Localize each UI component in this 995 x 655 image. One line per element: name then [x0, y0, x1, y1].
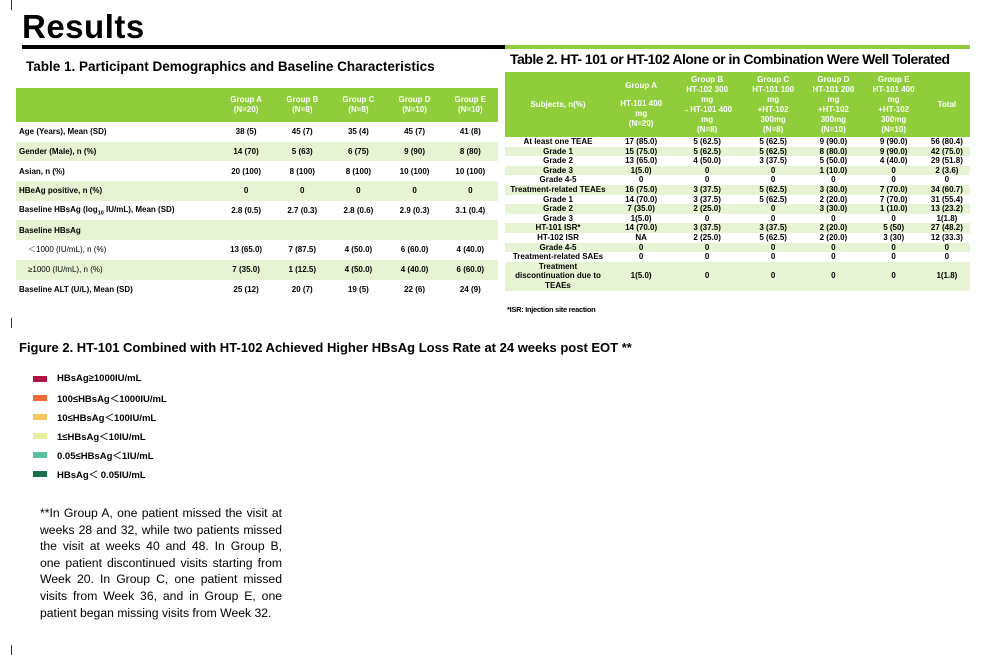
table-cell: 0 [704, 213, 710, 223]
table-cell: 0 [831, 175, 836, 185]
row-label: Grade 3 [505, 166, 611, 176]
table-cell: 0 [704, 175, 710, 185]
legend-label: 1≤HBsAg＜10IU/mL [57, 431, 146, 443]
table-cell: 5 (62.5) [759, 137, 787, 146]
table-cell: 3 (37.5) [743, 223, 803, 233]
legend-swatch [33, 452, 47, 458]
table-cell: 4 (40.0) [456, 245, 485, 255]
table-cell: 1 (10.0) [803, 166, 863, 176]
group-n: (N=10) [402, 105, 427, 114]
legend-item [33, 464, 167, 483]
table-cell: 35 (4) [347, 127, 369, 137]
table-cell: 12 (33.3) [930, 232, 963, 242]
table-cell: 9 (90.0) [879, 137, 908, 146]
table-cell: 0 [671, 243, 743, 253]
row-label: HT-102 ISR [537, 232, 579, 242]
table-cell: 2.9 (0.3) [399, 206, 430, 216]
table-cell: 2 (20.0) [803, 223, 863, 233]
table1-header-group [386, 88, 442, 122]
legend-item [33, 388, 167, 407]
header-line: Group B [691, 74, 724, 84]
table-cell: 42 (75.0) [924, 147, 970, 157]
table-cell [330, 220, 386, 240]
legend-swatch [33, 471, 47, 477]
table-cell: 15 (75.0) [611, 147, 671, 157]
table-cell [218, 220, 274, 240]
table-cell: 17 (85.0) [625, 137, 658, 146]
header-line: →HT-101 400 [682, 104, 733, 114]
legend-item [33, 445, 167, 464]
table-cell: 0 [638, 175, 644, 185]
table-row [16, 142, 498, 162]
row-label: ≥1000 (IU/mL), n (%) [16, 260, 218, 280]
table-cell: 31 (55.4) [930, 194, 963, 204]
table-cell: 4 (50.0) [693, 156, 721, 166]
row-label: Grade 4-5 [505, 243, 611, 253]
table-cell: 0 [864, 262, 924, 291]
table-cell: 1 (10.0) [864, 204, 924, 214]
table-cell: 8 (80) [443, 142, 498, 162]
table-cell: 0 [671, 262, 743, 291]
table-cell: 1 (12.5) [274, 260, 330, 280]
row-label: ＜1000 (IU/mL), n (%) [28, 245, 107, 255]
header-line: +HT-102 [757, 104, 789, 114]
table1-header-group [443, 88, 498, 122]
table-cell: 0 [638, 252, 644, 262]
margin-mark [11, 318, 12, 328]
table-cell: 0 [864, 166, 924, 176]
table-cell [386, 220, 442, 240]
table-cell: 0 [803, 243, 863, 253]
header-line: Group A [625, 80, 657, 90]
table-row [505, 137, 970, 147]
table-cell: 6 (60.0) [400, 245, 429, 255]
header-line: (N=10) [821, 124, 846, 134]
table2-header-group [803, 72, 863, 137]
table-cell: 0 [831, 252, 836, 262]
label-line: TEAEs [545, 280, 571, 290]
table-cell: 0 [218, 181, 274, 201]
table-cell: 56 (80.4) [930, 137, 963, 146]
header-line: Group C [757, 74, 790, 84]
legend-label: HBsAg≥1000IU/mL [57, 373, 142, 384]
table-cell: 0 [743, 166, 803, 176]
table-cell: 5 (63) [274, 142, 330, 162]
group-name: Group C [342, 95, 375, 104]
heading-rule-accent [505, 45, 970, 49]
table-cell: 5 (50) [864, 223, 924, 233]
header-line: (N=8) [763, 124, 784, 134]
header-line: HT-102 300 [686, 84, 729, 94]
row-label: Grade 4-5 [539, 175, 577, 185]
table-cell: 0 [274, 181, 330, 201]
group-name: Group B [286, 95, 319, 104]
table-cell: 10 (100) [455, 166, 486, 176]
row-label: Age (Years), Mean (SD) [19, 127, 107, 137]
header-line: HT-101 100 [752, 84, 795, 94]
table-cell: 0 [944, 175, 950, 185]
table-cell: 3 (37.5) [693, 194, 721, 204]
table-cell: 2.8 (0.6) [343, 206, 374, 216]
table-cell: 7 (35.0) [218, 260, 274, 280]
table-cell: 0 [611, 243, 671, 253]
table-row [16, 201, 498, 221]
results-heading: Results [22, 8, 145, 45]
table-cell: NA [635, 232, 647, 242]
header-line: HT-101 400 [872, 84, 915, 94]
legend-swatch [33, 433, 47, 439]
table-cell: 0 [924, 243, 970, 253]
table-cell: 0 [770, 252, 776, 262]
table-cell: 14 (70.0) [625, 194, 658, 204]
table-row [505, 195, 970, 205]
table-row [505, 223, 970, 233]
legend-swatch [33, 395, 47, 401]
table-cell [443, 220, 498, 240]
row-label: At least one TEAE [523, 137, 593, 146]
row-label [505, 262, 611, 291]
table-row [505, 185, 970, 195]
legend-label: 100≤HBsAg＜1000IU/mL [57, 393, 167, 405]
table-row [16, 161, 498, 181]
group-n: (N=20) [233, 105, 259, 114]
label-part: Baseline HBsAg (log [19, 204, 98, 214]
legend-swatch [33, 414, 47, 420]
table-cell: 3.1 (0.4) [455, 206, 486, 216]
table-row [505, 233, 970, 243]
table2-header-group [671, 72, 743, 137]
table-cell: 5 (50.0) [819, 156, 848, 166]
table2-header-group [924, 72, 970, 137]
table-row [505, 175, 970, 185]
row-label: Gender (Male), n (%) [16, 142, 218, 162]
table-row [505, 214, 970, 224]
header-line: mg [701, 94, 714, 104]
row-label: HBeAg positive, n (%) [16, 181, 218, 201]
header-line [611, 91, 671, 99]
label-line: discontinuation due to [515, 271, 601, 281]
table-cell: 13 (65.0) [230, 245, 263, 255]
legend-item [33, 369, 167, 388]
table-row [16, 260, 498, 280]
table-cell: 0 [704, 252, 710, 262]
table-cell: 16 (75.0) [611, 185, 671, 195]
table-row [505, 156, 970, 166]
header-line: (N=8) [697, 124, 718, 134]
table-cell: 4 (50.0) [330, 260, 386, 280]
header-line: 300mg [880, 114, 907, 124]
table-cell: 2.7 (0.3) [287, 206, 318, 216]
header-line: Group D [817, 74, 850, 84]
table-cell: 7 (35.0) [611, 204, 671, 214]
table-cell: 4 (40.0) [386, 260, 442, 280]
header-line: Total [937, 99, 957, 109]
table-cell: 0 [891, 252, 896, 262]
table-cell [274, 220, 330, 240]
table-cell: 0 [443, 181, 498, 201]
table1-header-group [330, 88, 386, 122]
table-cell: 29 (51.8) [930, 156, 963, 166]
row-label [16, 201, 218, 221]
table-cell: 3 (37.5) [759, 156, 787, 166]
table2-header-group [743, 72, 803, 137]
table-cell: 10 (100) [399, 166, 430, 176]
table-row [505, 252, 970, 262]
table-cell: 5 (62.5) [693, 137, 721, 146]
table-row [505, 147, 970, 157]
table-row [505, 204, 970, 214]
header-line: +HT-102 [817, 104, 849, 114]
table-cell: 34 (60.7) [924, 185, 970, 195]
table-cell: 7 (87.5) [288, 245, 317, 255]
table-row [16, 240, 498, 260]
table-cell: 7 (70.0) [879, 194, 908, 204]
table-cell: 1(5.0) [611, 166, 671, 176]
figure2-note: **In Group A, one patient missed the visit at weeks 28 and 32, while two patients missed the visit at weeks 40 and 48. In Group B, one patient discontinued visits starting from Week 20. In Group C, one patient missed visits from Week 36, and in Group E, one patient began missing visits from Week 32. [40, 506, 282, 620]
table-cell: 45 (7) [291, 127, 313, 137]
table1-corner-cell [16, 88, 218, 122]
table-cell: 22 (6) [404, 284, 425, 294]
table-row [16, 220, 498, 240]
header-line: mg [767, 94, 780, 104]
table-cell: 24 (9) [459, 284, 481, 294]
table-cell: 9 (90) [386, 142, 442, 162]
row-label: Treatment-related TEAEs [505, 185, 611, 195]
table-cell: 0 [770, 175, 776, 185]
header-line: mg [887, 94, 900, 104]
table-cell: 0 [803, 262, 863, 291]
table-cell: 25 (12) [233, 284, 259, 294]
table-cell: 6 (75) [330, 142, 386, 162]
table-cell: 3 (37.5) [671, 223, 743, 233]
legend-label: 10≤HBsAg＜100IU/mL [57, 412, 157, 424]
table-row [16, 280, 498, 300]
table-cell: 1(1.8) [924, 262, 970, 291]
table-cell: 9 (90.0) [864, 147, 924, 157]
table-cell: 13 (23.2) [924, 204, 970, 214]
table-cell: 0 [330, 181, 386, 201]
safety-table [505, 72, 970, 291]
label-part: IU/mL), Mean (SD) [103, 204, 175, 214]
table-cell: 6 (60.0) [443, 260, 498, 280]
header-line: mg [701, 114, 714, 124]
table-cell: 2 (25.0) [693, 232, 721, 242]
table-cell: 9 (90.0) [819, 137, 848, 146]
table1-title: Table 1. Participant Demographics and Baseline Characteristics [26, 59, 435, 74]
table-row [16, 181, 498, 201]
table1-header-group [274, 88, 330, 122]
table2-header-group [864, 72, 924, 137]
row-label: Treatment-related SAEs [512, 252, 604, 262]
subjects-header: Subjects, n(%) [505, 72, 611, 137]
row-label: Asian, n (%) [19, 166, 65, 176]
table-cell: 38 (5) [235, 127, 257, 137]
table-row [505, 166, 970, 176]
table-cell: 5 (62.5) [743, 185, 803, 195]
table-cell: 2 (3.6) [924, 166, 970, 176]
header-line: 300mg [820, 114, 847, 124]
group-n: (N=8) [292, 105, 313, 114]
row-label: Grade 2 [543, 156, 573, 166]
header-line: mg [635, 108, 648, 118]
group-n: (N=8) [348, 105, 369, 114]
table-cell: 2 (20.0) [819, 232, 848, 242]
table-cell: 0 [891, 175, 896, 185]
table-cell: 0 [743, 262, 803, 291]
table-cell: 5 (62.5) [671, 147, 743, 157]
table-cell: 0 [386, 181, 442, 201]
group-name: Group A [230, 95, 262, 104]
table-cell: 0 [891, 213, 896, 223]
table-cell: 0 [671, 166, 743, 176]
table-cell: 8 (100) [289, 166, 315, 176]
table-cell: 7 (70.0) [864, 185, 924, 195]
table-cell: 8 (100) [345, 166, 372, 176]
header-line: 300mg [760, 114, 786, 124]
table-cell: 0 [743, 204, 803, 214]
table-cell: 45 (7) [404, 127, 425, 137]
table2-header-group [611, 72, 671, 137]
table-cell: 4 (40.0) [879, 156, 908, 166]
demographics-table [16, 88, 498, 299]
table-cell: 1(5.0) [611, 262, 671, 291]
table-cell: 3 (30.0) [803, 185, 863, 195]
figure2-title: Figure 2. HT-101 Combined with HT-102 Achieved Higher HBsAg Loss Rate at 24 weeks post EOT ** [19, 340, 632, 355]
table-cell: 0 [743, 243, 803, 253]
table-cell: 41 (8) [459, 127, 481, 137]
row-label: Grade 1 [505, 147, 611, 157]
legend-item [33, 407, 167, 426]
table-row [16, 122, 498, 142]
table-cell: 5 (62.5) [759, 194, 787, 204]
legend-label: HBsAg＜ 0.05IU/mL [57, 469, 146, 481]
table-cell: 4 (50.0) [344, 245, 373, 255]
header-line: +HT-102 [878, 104, 910, 114]
row-label: Grade 1 [543, 194, 573, 204]
table-cell: 8 (80.0) [803, 147, 863, 157]
header-line: (N=10) [881, 124, 906, 134]
margin-mark [11, 0, 12, 10]
table-cell: 13 (65.0) [625, 156, 658, 166]
header-line: HT-101 200 [812, 84, 855, 94]
table-cell: 19 (5) [347, 284, 369, 294]
table2-footnote: *ISR: Injection site reaction [507, 305, 596, 314]
table-cell: 2 (20.0) [819, 194, 848, 204]
table-cell: 1(5.0) [630, 213, 652, 223]
table-cell: 5 (62.5) [743, 147, 803, 157]
row-label: Grade 2 [505, 204, 611, 214]
table-cell: 20 (7) [291, 284, 313, 294]
group-name: Group D [398, 95, 431, 104]
table-cell: 20 (100) [231, 166, 261, 176]
legend-item [33, 426, 167, 445]
figure2-legend [33, 369, 167, 483]
label-line: Treatment [538, 261, 578, 271]
table-cell: 1(1.8) [936, 213, 958, 223]
table-cell: 2 (25.0) [671, 204, 743, 214]
table-cell: 0 [944, 252, 950, 262]
table-cell: 3 (30.0) [803, 204, 863, 214]
row-label: Baseline ALT (U/L), Mean (SD) [19, 284, 133, 294]
header-line: HT-101 400 [620, 98, 663, 108]
table1-header-group [218, 88, 274, 122]
row-label: HT-101 ISR* [505, 223, 611, 233]
table-cell: 14 (70) [218, 142, 274, 162]
heading-rule [22, 45, 505, 49]
row-label: Baseline HBsAg [16, 220, 218, 240]
header-line: Group E [877, 74, 910, 84]
table-cell: 0 [770, 213, 776, 223]
table-cell: 14 (70.0) [611, 223, 671, 233]
header-line: (N=20) [628, 118, 654, 128]
table-cell: 3 (37.5) [671, 185, 743, 195]
table-row [505, 262, 970, 291]
header-line: mg [827, 94, 840, 104]
row-label: Grade 3 [543, 213, 573, 223]
group-name: Group E [454, 95, 487, 104]
legend-swatch [33, 376, 47, 382]
table-cell: 5 (62.5) [759, 232, 787, 242]
table2-title: Table 2. HT- 101 or HT-102 Alone or in Combination Were Well Tolerated [510, 51, 950, 67]
table-cell: 3 (30) [883, 232, 905, 242]
legend-label: 0.05≤HBsAg＜1IU/mL [57, 450, 154, 462]
table-cell: 0 [831, 213, 836, 223]
table-cell: 2.8 (0.5) [231, 206, 261, 216]
table-cell: 27 (48.2) [924, 223, 970, 233]
group-n: (N=10) [457, 105, 483, 114]
table-cell: 0 [864, 243, 924, 253]
table-row [505, 243, 970, 253]
label-subscript: 10 [97, 210, 104, 217]
